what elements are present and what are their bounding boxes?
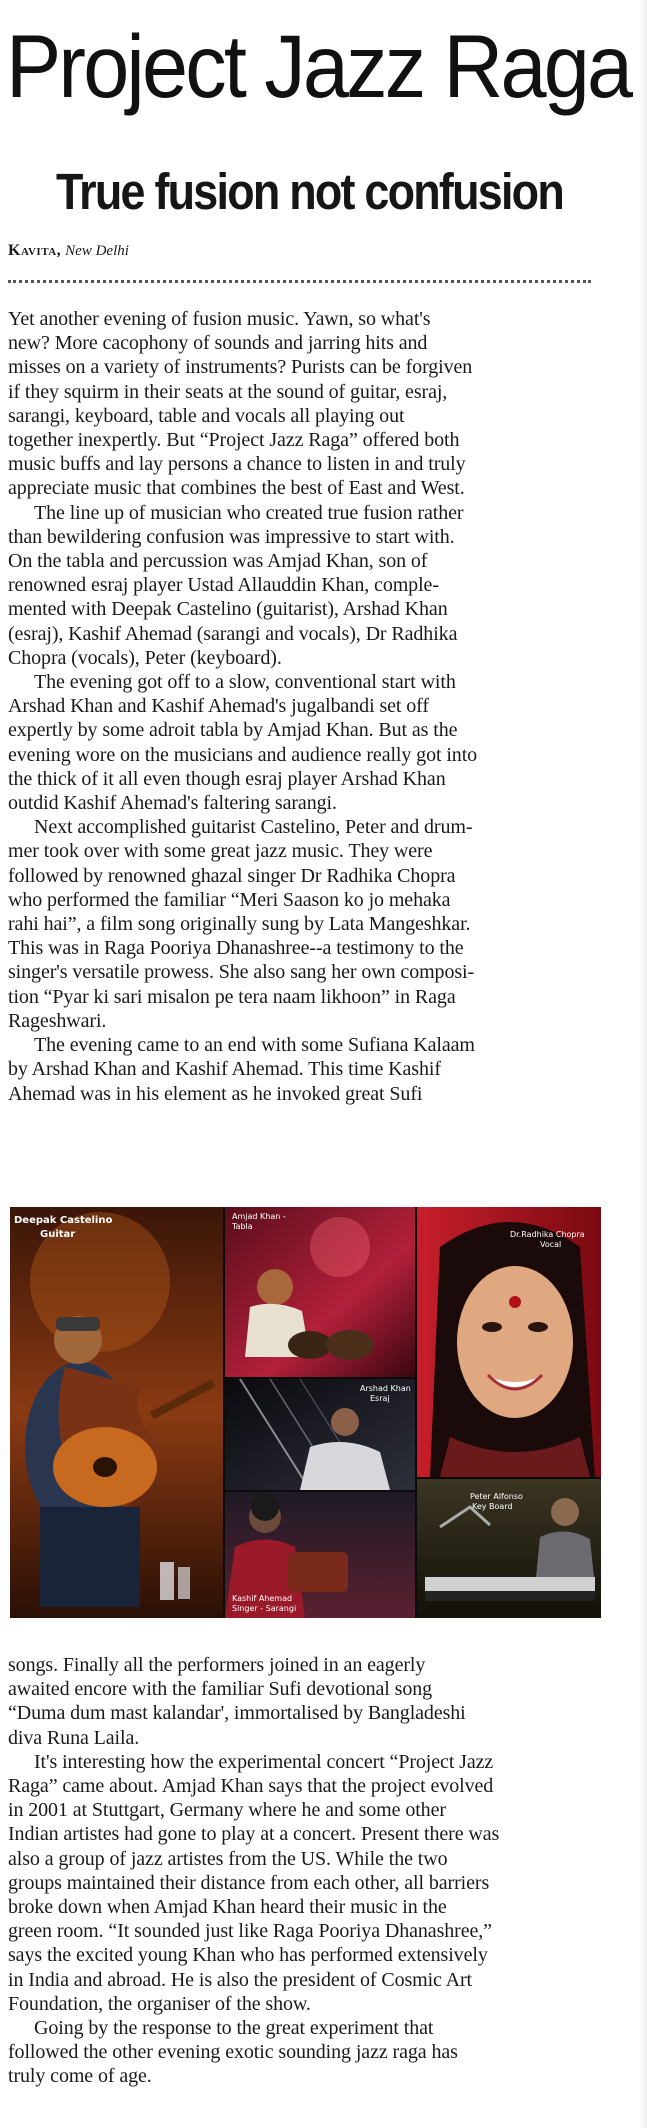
paragraph: Next accomplished guitarist Castelino, Peter and drum- mer took over with some great jazz music. They were followed by renowned ghazal singer Dr Radhika Chopra who performed the familiar “Meri Saason ko jo mehaka rahi hai”, a film song originally sung by Lata Mangeshkar. This was in Raga Pooriya Dhanashree--a testimony to the singer's versatile prowess. She also sang her own composi- tion “Pyar ki sari misalon pe tera naam likhoon” in Raga Rageshwari.	[8, 816, 475, 1032]
byline-author: Kavita,	[8, 242, 62, 259]
caption-name: Dr.Radhika Chopra	[510, 1230, 585, 1239]
paragraph: Going by the response to the great experiment that followed the other evening exotic sounding jazz raga has truly come of age.	[8, 2017, 458, 2088]
subheadline: True fusion not confusion	[56, 163, 563, 220]
paragraph: songs. Finally all the performers joined in an eagerly awaited encore with the familiar Sufi devotional song “Duma dum mast kalandar', immortalised by Bangladeshi diva Runa Laila.	[8, 1654, 466, 1749]
paragraph: The evening came to an end with some Sufiana Kalaam by Arshad Khan and Kashif Ahemad. This time Kashif Ahemad was in his element as he invoked great Sufi	[8, 1034, 475, 1105]
caption-name: Arshad Khan	[360, 1384, 411, 1393]
caption-name: Peter Alfonso	[470, 1492, 523, 1501]
paragraph: The evening got off to a slow, conventional start with Arshad Khan and Kashif Ahemad's jugalbandi set off expertly by some adroit tabla by Amjad Khan. But as the evening wore on the musicians and audience really got into the thick of it all even though esraj player Arshad Khan outdid Kashif Ahemad's faltering sarangi.	[8, 671, 478, 815]
byline	[8, 242, 129, 260]
paragraph: It's interesting how the experimental concert “Project Jazz Raga” came about. Amjad Khan says that the project evolved in 2001 at Stuttgart, Germany where he and some other Indian artistes had gone to play at a concert. Present there was also a group of jazz artistes from the US. While the two groups maintained their distance from each other, all barriers broke down when Amjad Khan heard their music in the green room. “It sounded just like Raga Pooriya Dhanashree,” says the excited young Khan who has performed extensively in India and abroad. He is also the president of Cosmic Art Foundation, the organiser of the show.	[8, 1750, 500, 2015]
article-body-bottom	[8, 1653, 612, 2089]
caption-name: Amjad Khan -	[232, 1212, 286, 1221]
caption-role: Esraj	[370, 1394, 390, 1403]
byline-place: New Delhi	[65, 243, 129, 259]
caption-role: Key Board	[472, 1502, 513, 1511]
caption-role: Tabla	[232, 1222, 253, 1231]
paragraph: Yet another evening of fusion music. Yawn, so what's new? More cacophony of sounds and jarring hits and misses on a variety of instruments? Purists can be forgiven if they squirm in their seats at the sound of guitar, esraj, sarangi, keyboard, table and vocals all playing out together inexpertly. But “Project Jazz Raga” offered both music buffs and lay persons a chance to listen in and truly appreciate music that combines the best of East and West.	[8, 308, 473, 500]
caption-name: Deepak Castelino	[14, 1215, 113, 1226]
caption-name: Kashif Ahemad	[232, 1594, 293, 1603]
page-edge	[639, 0, 647, 2128]
caption-role: Vocal	[540, 1240, 562, 1249]
caption-role: Guitar	[40, 1229, 76, 1240]
caption-role: Singer - Sarangi	[232, 1604, 297, 1613]
headline: Project Jazz Raga	[6, 16, 631, 116]
performers-photo-collage	[10, 1207, 601, 1618]
paragraph: The line up of musician who created true fusion rather than bewildering confusion was impressive to start with. On the tabla and percussion was Amjad Khan, son of renowned esraj player Ustad Allauddin Khan, comple- mented with Deepak Castelino (guitarist), Arshad Khan (esraj), Kashif Ahemad (sarangi and vocals), Dr Radhika Chopra (vocals), Peter (keyboard).	[8, 501, 464, 669]
dotted-divider	[8, 280, 591, 283]
article-body-top	[8, 307, 612, 1106]
